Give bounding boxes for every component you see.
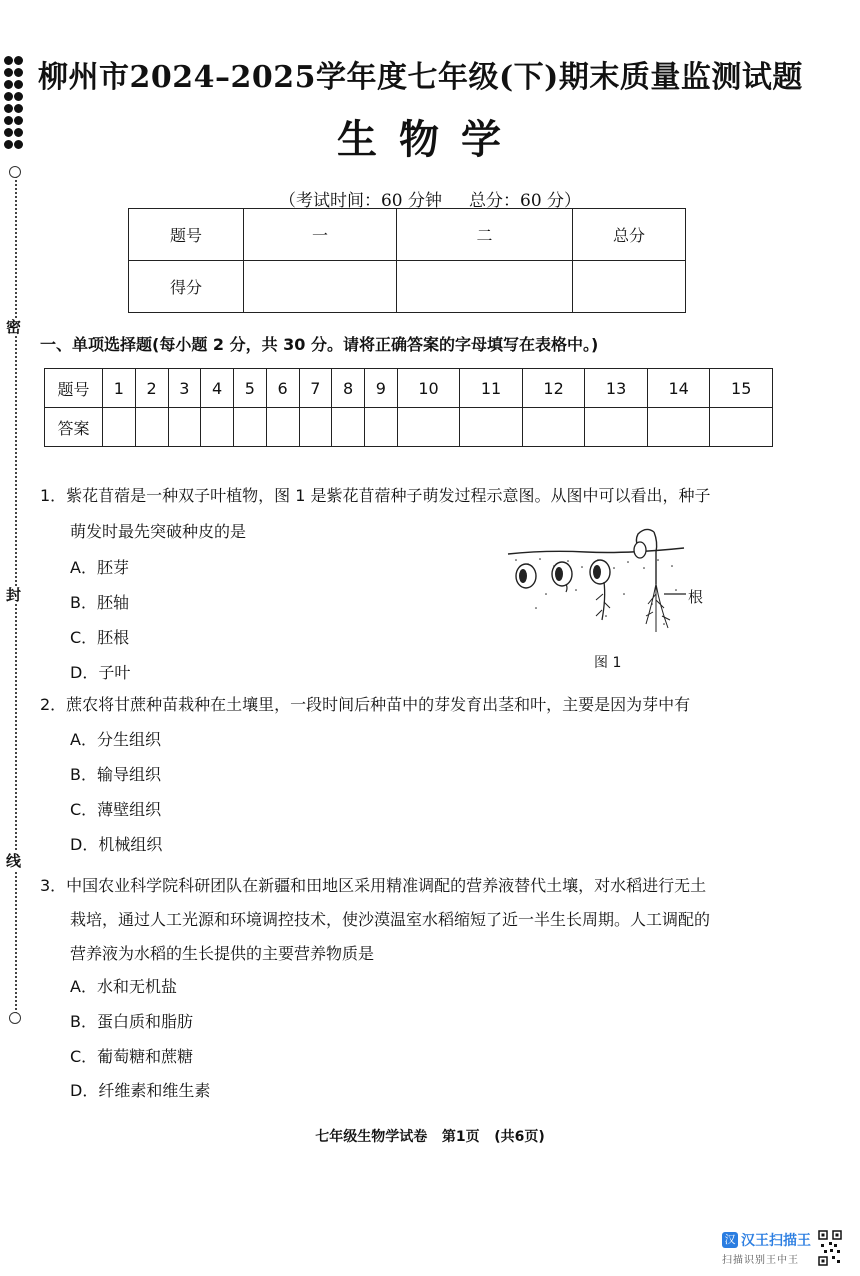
- score-cell-part2[interactable]: [397, 261, 573, 313]
- answer-number: 1: [103, 369, 136, 408]
- binding-circle-top: [9, 166, 21, 178]
- answer-cell[interactable]: [647, 408, 710, 447]
- answer-number: 8: [332, 369, 365, 408]
- score-header-total: 总分: [573, 209, 686, 261]
- question-1-option-c: C．胚根: [70, 628, 130, 647]
- answer-row-label: 答案: [45, 408, 103, 447]
- answer-number: 5: [234, 369, 267, 408]
- seed-germination-figure: [506, 524, 686, 648]
- question-1-option-d: D．子叶: [70, 663, 131, 682]
- answer-cell[interactable]: [201, 408, 234, 447]
- score-row-label: 得分: [129, 261, 244, 313]
- answer-number: 13: [585, 369, 648, 408]
- answer-number: 2: [135, 369, 168, 408]
- answer-cell[interactable]: [460, 408, 523, 447]
- score-header-part1: 一: [244, 209, 397, 261]
- binding-circle-bottom: [9, 1012, 21, 1024]
- answer-number: 3: [168, 369, 201, 408]
- answer-number: 12: [522, 369, 585, 408]
- binding-mark-feng: 封: [6, 586, 22, 604]
- answer-number: 7: [299, 369, 332, 408]
- question-1-option-b: B．胚轴: [70, 593, 129, 612]
- exam-info: （考试时间：60 分钟 总分：60 分）: [278, 191, 582, 211]
- table-row: [129, 209, 686, 261]
- answer-cell[interactable]: [135, 408, 168, 447]
- question-3-stem-line2: 栽培，通过人工光源和环境调控技术，使沙漠温室水稻缩短了近一半生长周期。人工调配的: [70, 910, 711, 929]
- score-header-label: 题号: [129, 209, 244, 261]
- score-cell-total[interactable]: [573, 261, 686, 313]
- watermark-subtitle: 扫描识别王中王: [722, 1255, 799, 1266]
- answer-row-label: 题号: [45, 369, 103, 408]
- answer-cell[interactable]: [234, 408, 267, 447]
- question-3-option-a: A．水和无机盐: [70, 977, 177, 996]
- scanner-watermark: [722, 1230, 842, 1268]
- question-3-option-d: D．纤维素和维生素: [70, 1081, 211, 1100]
- answer-number: 4: [201, 369, 234, 408]
- score-table: [128, 208, 686, 313]
- page-footer: 七年级生物学试卷 第1页 (共6页): [315, 1129, 545, 1145]
- watermark-title: 汉王扫描王: [741, 1233, 811, 1249]
- answer-number: 14: [647, 369, 710, 408]
- table-row: [129, 261, 686, 313]
- subject-title: 生物学: [337, 116, 523, 163]
- binding-mark-xian: 线: [6, 852, 22, 870]
- table-row: [45, 408, 773, 447]
- answer-number: 15: [710, 369, 773, 408]
- table-row: [45, 369, 773, 408]
- question-3-stem-line3: 营养液为水稻的生长提供的主要营养物质是: [70, 944, 375, 963]
- answer-cell[interactable]: [168, 408, 201, 447]
- qr-code-icon: [818, 1230, 842, 1266]
- exam-title: 柳州市2024–2025学年度七年级(下)期末质量监测试题: [38, 60, 803, 95]
- question-2-option-b: B．输导组织: [70, 765, 161, 784]
- score-cell-part1[interactable]: [244, 261, 397, 313]
- question-2-option-a: A．分生组织: [70, 730, 161, 749]
- answer-cell[interactable]: [332, 408, 365, 447]
- answer-number: 11: [460, 369, 523, 408]
- question-2-option-d: D．机械组织: [70, 835, 163, 854]
- question-3-option-c: C．葡萄糖和蔗糖: [70, 1047, 194, 1066]
- figure-root-label: 根: [688, 588, 704, 606]
- question-2-stem: 2．蔗农将甘蔗种苗栽种在土壤里，一段时间后种苗中的芽发育出茎和叶，主要是因为芽中有: [40, 695, 691, 714]
- answer-cell[interactable]: [397, 408, 460, 447]
- score-header-part2: 二: [397, 209, 573, 261]
- question-1-stem-line2: 萌发时最先突破种皮的是: [70, 522, 247, 541]
- answer-number: 10: [397, 369, 460, 408]
- question-1-option-a: A．胚芽: [70, 558, 129, 577]
- answer-cell[interactable]: [585, 408, 648, 447]
- figure-1-caption: 图 1: [594, 655, 622, 671]
- answer-cell[interactable]: [522, 408, 585, 447]
- question-3-option-b: B．蛋白质和脂肪: [70, 1012, 193, 1031]
- question-2-option-c: C．薄壁组织: [70, 800, 162, 819]
- answer-number: 6: [266, 369, 299, 408]
- answer-cell[interactable]: [365, 408, 398, 447]
- section-heading: 一、单项选择题(每小题 2 分，共 30 分。请将正确答案的字母填写在表格中。): [40, 335, 599, 354]
- answer-cell[interactable]: [299, 408, 332, 447]
- answer-cell[interactable]: [103, 408, 136, 447]
- question-1-stem-line1: 1．紫花苜蓿是一种双子叶植物，图 1 是紫花苜蓿种子萌发过程示意图。从图中可以看出，种子: [40, 486, 711, 505]
- answer-table: [44, 368, 773, 447]
- binding-mark-mi: 密: [6, 318, 22, 336]
- question-3-stem-line1: 3．中国农业科学院科研团队在新疆和田地区采用精准调配的营养液替代土壤，对水稻进行无土: [40, 876, 707, 895]
- scanner-logo-icon: 汉: [722, 1232, 738, 1248]
- answer-cell[interactable]: [710, 408, 773, 447]
- answer-number: 9: [365, 369, 398, 408]
- answer-cell[interactable]: [266, 408, 299, 447]
